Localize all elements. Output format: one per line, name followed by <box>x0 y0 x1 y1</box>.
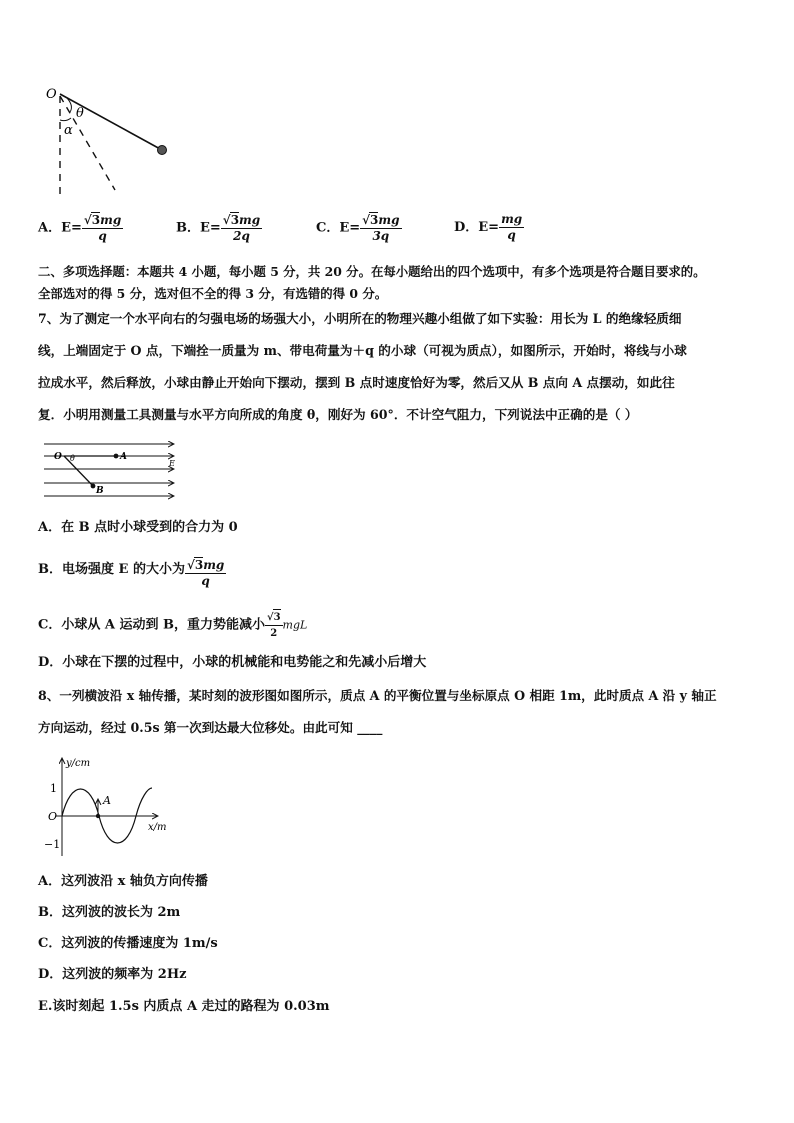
q8-line2: 方向运动，经过 0.5s 第一次到达最大位移处。由此可知 ____ <box>38 720 383 735</box>
q8-option-e: E.该时刻起 1.5s 内质点 A 走过的路程为 0.03m <box>38 999 330 1014</box>
q7-line1: 7、为了测定一个水平向右的匀强电场的场强大小，小明所在的物理兴趣小组做了如下实验：用长为 L 的绝缘轻质细 <box>38 311 682 326</box>
q7-label-e: E <box>169 459 175 468</box>
q8-option-a: A．这列波沿 x 轴负方向传播 <box>38 874 208 889</box>
q7-field-figure <box>40 438 185 504</box>
section2-line2: 全部选对的得 5 分，选对但不全的得 3 分，有选错的得 0 分。 <box>38 286 388 301</box>
string-ob <box>64 456 93 486</box>
q7-label-a: A <box>120 452 127 462</box>
alpha-arc <box>60 118 71 121</box>
q8-tick-0: O <box>48 810 58 823</box>
q7-label-b: B <box>96 486 104 496</box>
q6-option-c: C．E= $\frac{√3mg}{3q}$ <box>316 213 400 243</box>
ball-b <box>91 484 96 489</box>
q7-label-theta: θ <box>70 454 75 463</box>
q8-tick-m1: −1 <box>44 838 61 851</box>
q8-option-b: B．这列波的波长为 2m <box>38 905 181 920</box>
section2-line1: 二、多项选择题：本题共 4 小题，每小题 5 分，共 20 分。在每小题给出的四个选项中，有多个选项是符合题目要求的。 <box>38 264 706 279</box>
q8-ylabel: y/cm <box>66 758 91 769</box>
q8-option-d: D．这列波的频率为 2Hz <box>38 967 187 982</box>
q6-option-d: D．E= $\frac{mg}{q}$ <box>454 212 523 242</box>
pendulum-ball <box>158 146 167 155</box>
q7-option-b: B．电场强度 E 的大小为 $\frac{√3mg}{q}$ <box>38 558 225 588</box>
q6-option-b: B．E= $\frac{√3mg}{2q}$ <box>176 213 261 243</box>
q6-label-alpha: α <box>64 123 73 138</box>
q6-option-a: A．E= $\frac{√3mg}{q}$ <box>38 213 122 243</box>
q8-line1: 8、一列横波沿 x 轴传播，某时刻的波形图如图所示，质点 A 的平衡位置与坐标原点 O 相距 1m，此时质点 A 沿 y 轴正 <box>38 688 717 703</box>
q7-line2: 线，上端固定于 O 点，下端拴一质量为 m、带电荷量为＋q 的小球（可视为质点），如图所示，开始时，将线与小球 <box>38 343 687 358</box>
q7-option-c: C．小球从 A 运动到 B，重力势能减小 $\frac{√3}{2}$ mgL <box>38 609 307 641</box>
q7-option-a: A．在 B 点时小球受到的合力为 0 <box>38 520 238 535</box>
q6-pendulum-figure <box>40 82 180 197</box>
q8-tick-1: 1 <box>50 782 57 795</box>
q8-wave-figure <box>40 752 170 862</box>
q6-label-theta: θ <box>76 106 84 121</box>
q8-option-c: C．这列波的传播速度为 1m/s <box>38 936 218 951</box>
q7-line3: 拉成水平，然后释放，小球由静止开始向下摆动，摆到 B 点时速度恰好为零，然后又从 B 点向 A 点摆动，如此往 <box>38 375 675 390</box>
q7-label-o: O <box>54 452 62 462</box>
q8-xlabel: x/m <box>148 822 167 833</box>
ball-a <box>114 454 119 459</box>
q8-label-a: A <box>103 794 111 807</box>
point-a <box>96 814 100 818</box>
q6-label-o: O <box>46 87 57 102</box>
q7-option-d: D．小球在下摆的过程中，小球的机械能和电势能之和先减小后增大 <box>38 655 427 670</box>
q7-line4: 复．小明用测量工具测量与水平方向所成的角度 θ，刚好为 60°．不计空气阻力，下列说法中正确的是（ ） <box>38 407 638 422</box>
alpha-dashed-line <box>60 96 115 190</box>
